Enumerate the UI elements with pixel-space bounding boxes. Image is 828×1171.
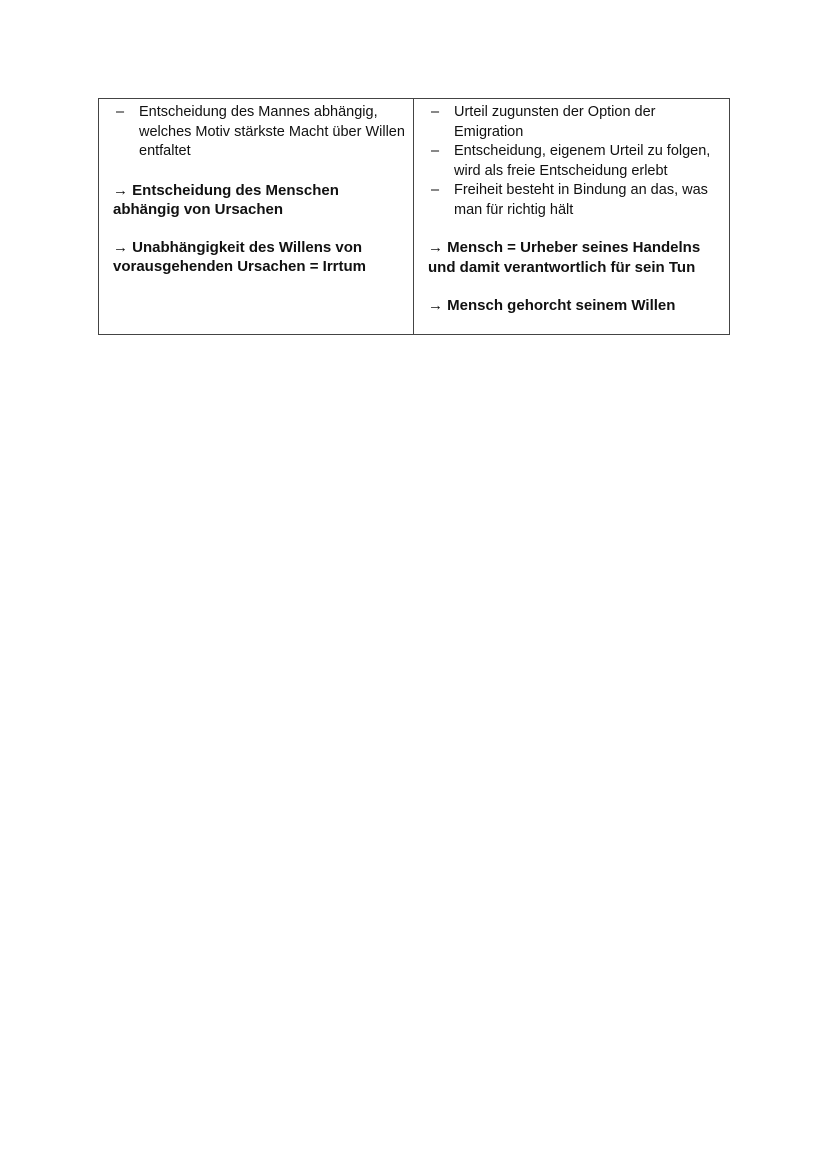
conclusion xyxy=(113,238,405,277)
bullet-text: Urteil zugunsten der Option der Emigration xyxy=(454,104,656,140)
dash-marker: – xyxy=(430,143,440,159)
dash-marker: – xyxy=(430,182,440,198)
arrow-right-icon: → xyxy=(428,297,443,314)
conclusion-text: Entscheidung des Menschen abhängig von Ursachen xyxy=(113,181,339,218)
arrow-right-icon: → xyxy=(428,239,443,256)
right-column xyxy=(414,99,729,334)
dash-marker: – xyxy=(115,104,125,120)
conclusion-text: Mensch gehorcht seinem Willen xyxy=(447,297,676,314)
list-item xyxy=(428,103,721,142)
list-item xyxy=(113,103,405,162)
comparison-table xyxy=(98,98,730,335)
right-bullet-list xyxy=(428,103,721,220)
conclusion-text: Mensch = Urheber seines Handelns und damit verantwortlich für sein Tun xyxy=(428,239,701,276)
arrow-right-icon: → xyxy=(113,181,128,199)
left-column xyxy=(99,99,414,334)
bullet-text: Entscheidung des Mannes abhängig, welches Motiv stärkste Macht über Willen entfaltet xyxy=(139,104,405,159)
conclusion-text: Unabhängigkeit des Willens von vorausgehenden Ursachen = Irrtum xyxy=(113,238,366,275)
list-item xyxy=(428,142,721,181)
dash-marker: – xyxy=(430,104,440,120)
bullet-text: Entscheidung, eigenem Urteil zu folgen, wird als freie Entscheidung erlebt xyxy=(454,143,711,179)
list-item xyxy=(428,181,721,220)
bullet-text: Freiheit besteht in Bindung an das, was man für richtig hält xyxy=(454,182,708,218)
conclusion xyxy=(428,238,721,277)
left-bullet-list xyxy=(113,103,405,162)
arrow-right-icon: → xyxy=(113,238,128,256)
conclusion xyxy=(113,181,405,220)
conclusion xyxy=(428,296,721,316)
